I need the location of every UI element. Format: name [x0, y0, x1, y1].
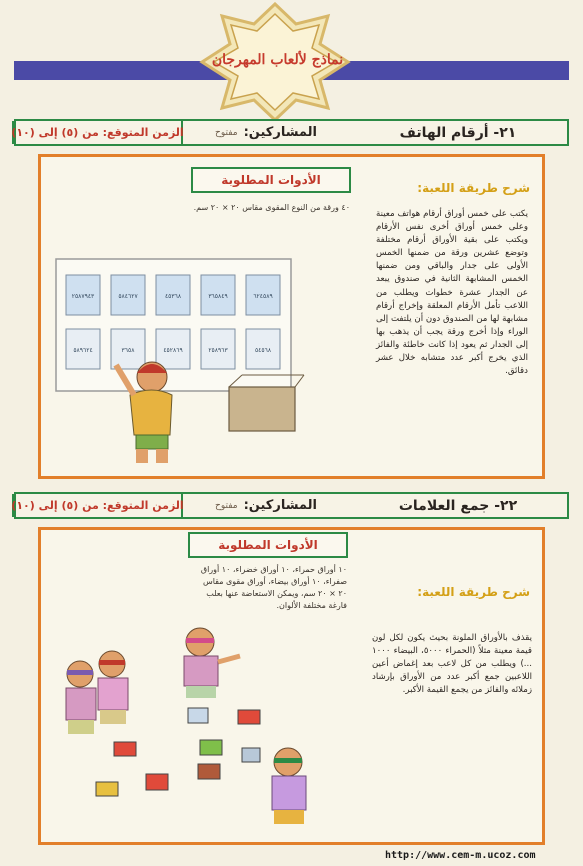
card-box [229, 387, 295, 431]
game-22-how-text: يقذف بالأوراق الملونة بحيث يكون لكل لون قيمة معينة مثلاً (الحمراء ٥٠٠٠، البيضاء ١٠٠٠ ...) ويطلب من كل لاعب بعد إغماض أعين اللاعبين جمع أكبر عدد من الأوراق بإرشاد زملائه والفائز من يجمع القيمة الأكبر. [372, 633, 532, 696]
game-21-how-text: يكتب على خمس أوراق أرقام هواتف معينة وعلى خمس أوراق أخرى نفس الأرقام ويكتب على بقية الأوراق أرقام مختلفة وتوضع عشرين ورقة من ضمنها الخمس الأولى على جدار والباقي ومن ضمنها الخمس المشابهة الثانية في صندوق يبعد عن الجدار عشرة خطوات ويطلب من اللاعب تأمل الأرقام المعلقة وإخراج أرقام مشابهة لها من الصندوق دون أن يلتفت إلى الوراء وإذا أخرج ورقة يجب أن يذهب بها إلى الجدار ثم يعود إذا كانت خاطئة والفائز الذي يخرج أكبر عدد متشابه خلال عشر دقائق. [376, 209, 528, 377]
child-figure [116, 362, 172, 463]
game-22-how-label: شرح طريقة اللعبة: [417, 585, 530, 599]
number-card-label: ٦٢٤٥٨٩ [253, 293, 273, 300]
blindfolded-child [272, 748, 306, 824]
game-22-tools-header [188, 532, 348, 558]
game-22-tools-label: الأدوات المطلوبة [218, 538, 318, 552]
number-card-label: ٤٥٣٦٨ [164, 293, 182, 300]
game-21-header [11, 119, 569, 146]
blindfolded-child [98, 651, 128, 724]
number-card-label: ٢٥٨٧٩٤٣ [71, 293, 95, 300]
game-21-tools-label: الأدوات المطلوبة [221, 173, 321, 187]
game-22-illustration [50, 612, 320, 840]
game-21-tools-header [191, 167, 351, 193]
blindfolded-child [66, 661, 96, 734]
game-22-time: الزمن المتوقع: من (٥) إلى (١٠) [11, 499, 184, 512]
game-21-title: ٢١- أرقام الهاتف [399, 124, 517, 141]
game-21-participants-label: المشاركين: [243, 125, 317, 140]
number-card-label: ٥٤٥٦٨ [254, 347, 272, 354]
footer-url: http://www.cem-m.ucoz.com [385, 850, 536, 861]
game-21-tools-text: ٤٠ ورقة من النوع المقوى مقاس ٢٠ × ٢٠ سم. [193, 203, 350, 212]
game-22-tools-text: ١٠ أوراق حمراء، ١٠ أوراق خضراء، ١٠ أوراق صفراء، ١٠ أوراق بيضاء، أوراق مقوى مقاس ٢٠ × ٢٠ سم، ويمكن الاستعاضة عنها بعلب فارغة مختلفة الألوان. [200, 565, 347, 610]
game-21-illustration [46, 245, 356, 475]
number-card-label: ٣٦٥٨٤٩ [208, 293, 228, 300]
game-22-header [11, 492, 569, 519]
number-card-label: ٥٨٤٦٢٧ [118, 293, 138, 300]
game-22-participants-label: المشاركين: [243, 498, 317, 513]
game-22-title: ٢٢- جمع العلامات [398, 497, 518, 514]
game-21-participants-value: مفتوح [215, 127, 238, 138]
number-card-label: ٣٦٥٨ [121, 347, 135, 354]
game-22-participants-value: مفتوح [215, 500, 238, 511]
game-21-time: الزمن المتوقع: من (٥) إلى (١٠) [11, 126, 184, 139]
game-21-how-label: شرح طريقة اللعبة: [417, 181, 530, 195]
blindfolded-child [184, 628, 240, 698]
number-card-label: ٤٥٢٨٦٩ [163, 347, 183, 354]
banner-title: نماذج لألعاب المهرجان [211, 52, 344, 68]
number-card-label: ٥٨٩٦٢٤ [73, 347, 93, 354]
number-card-label: ٢٥٨٩٦٣ [208, 347, 228, 354]
